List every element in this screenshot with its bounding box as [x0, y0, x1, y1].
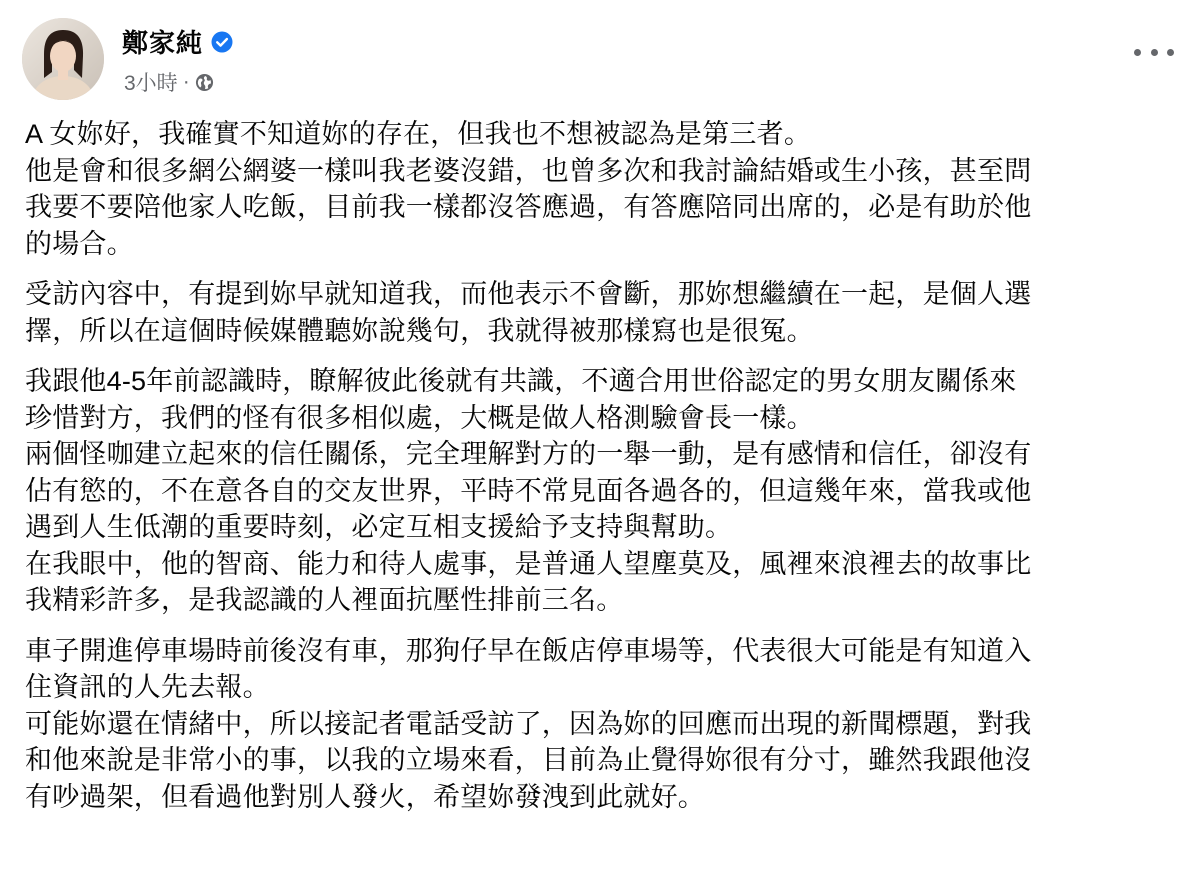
post-paragraph [25, 633, 1175, 816]
post-text-line: 我要不要陪他家人吃飯，目前我一樣都沒答應過，有答應陪同出席的，必是有助於他 [25, 192, 1032, 222]
post-header [22, 18, 1178, 108]
post-text-line: A 女妳好，我確實不知道妳的存在，但我也不想被認為是第三者。 [25, 119, 812, 149]
post-text-line: 可能妳還在情緒中，所以接記者電話受訪了，因為妳的回應而出現的新聞標題，對我 [25, 708, 1032, 739]
post-text-line: 遇到人生低潮的重要時刻，必定互相支援給予支持與幫助。 [25, 512, 733, 542]
post-text-line: 擇，所以在這個時候媒體聽妳說幾句，我就得被那樣寫也是很冤。 [25, 315, 814, 346]
post-meta [124, 67, 214, 97]
more-options-icon-dot [1167, 49, 1174, 56]
more-options-icon [1134, 49, 1141, 56]
post-paragraph [25, 276, 1175, 349]
post-text-line: 他是會和很多網公網婆一樣叫我老婆沒錯，也曾多次和我討論結婚或生小孩，甚至問 [25, 155, 1032, 186]
post-timestamp[interactable]: 3小時 [124, 72, 178, 95]
profile-photo [22, 18, 104, 100]
globe-icon[interactable] [195, 73, 214, 92]
post-text-line: 我跟他4-5年前認識時，瞭解彼此後就有共識，不適合用世俗認定的男女朋友關係來 [25, 366, 1017, 396]
verified-badge-icon [211, 31, 233, 53]
author-name[interactable]: 鄭家純 [122, 28, 204, 58]
more-options-icon-dot [1151, 49, 1158, 56]
post-text-line: 珍惜對方，我們的怪有很多相似處，大概是做人格測驗會長一樣。 [25, 402, 814, 433]
post-paragraph [25, 116, 1175, 262]
post-text-line: 受訪內容中，有提到妳早就知道我，而他表示不會斷，那妳想繼續在一起，是個人選 [25, 279, 1032, 309]
post-text-line: 住資訊的人先去報。 [25, 672, 270, 702]
post-text-line: 車子開進停車場時前後沒有車，那狗仔早在飯店停車場等，代表很大可能是有知道入 [25, 635, 1032, 666]
author-row [122, 23, 233, 60]
post-text-line: 在我眼中，他的智商、能力和待人處事，是普通人望塵莫及，風裡來浪裡去的故事比 [25, 548, 1032, 579]
post-text-line: 我精彩許多，是我認識的人裡面抗壓性排前三名。 [25, 585, 624, 615]
post-text-line: 和他來說是非常小的事，以我的立場來看，目前為止覺得妳很有分寸，雖然我跟他沒 [25, 745, 1032, 775]
post-text-line: 佔有慾的，不在意各自的交友世界，平時不常見面各過各的，但這幾年來，當我或他 [25, 475, 1032, 506]
post-text-line: 兩個怪咖建立起來的信任關係，完全理解對方的一舉一動，是有感情和信任，卻沒有 [25, 439, 1032, 469]
post-text-line: 有吵過架，但看過他對別人發火，希望妳發洩到此就好。 [25, 781, 705, 812]
post-body [25, 116, 1175, 829]
post-paragraph [25, 363, 1175, 619]
post-text-line: 的場合。 [25, 228, 134, 259]
meta-separator: · [182, 70, 190, 93]
avatar[interactable] [22, 18, 104, 100]
more-options-button[interactable] [1134, 40, 1174, 64]
